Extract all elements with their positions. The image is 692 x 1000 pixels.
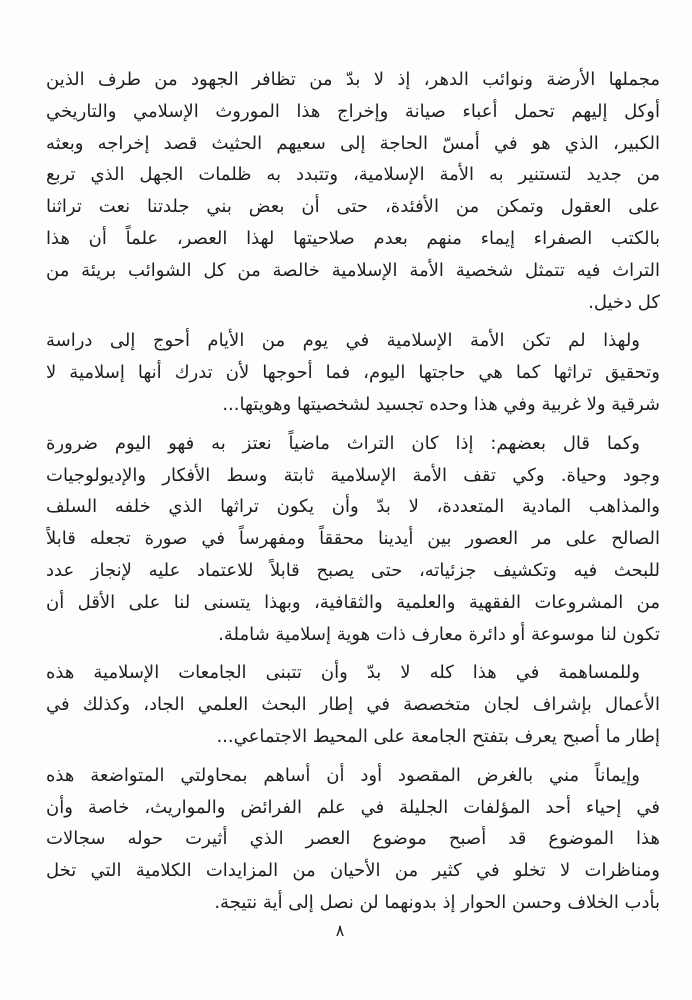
text-line: الأعمال بإشراف لجان متخصصة في إطار البحث العلمي الجاد، وكذلك في <box>46 694 660 716</box>
text-line: مجملها الأرضة ونوائب الدهر، إذ لا بدّ من تظافر الجهود من طرف الذين <box>46 69 660 90</box>
text-line: ومناظرات لا تخلو في كثير من الأحيان من المزايدات الكلامية التي تخل <box>46 860 660 882</box>
text-line: من المشروعات الفقهية والعلمية والثقافية، وبهذا يتسنى لنا على الأقل أن <box>46 591 660 613</box>
text-line: وإيماناً مني بالغرض المقصود أود أن أساهم بمحاولتي المتواضعة هذه <box>46 764 640 786</box>
text-line: هذا الموضوع قد أصبح موضوع العصر الذي أثيرت حوله سجالات <box>46 828 660 850</box>
text-line: وتحقيق تراثها كما هي حاجتها اليوم، فما أحوجها لأن تدرك أنها إسلامية لا <box>46 362 660 384</box>
text-line: وجود وحياة. وكي تقف الأمة الإسلامية ثابتة وسط الأفكار والإديولوجيات <box>46 464 660 486</box>
text-line: بالكتب الصفراء إيماء منهم بعدم صلاحيتها لهذا العصر، علماً أن هذا <box>46 227 660 249</box>
paragraph <box>46 657 660 752</box>
text-line: وللمساهمة في هذا كله لا بدّ وأن تتبنى الجامعات الإسلامية هذه <box>46 662 640 684</box>
text-line: شرقية ولا غربية وفي هذا وحده تجسيد لشخصيتها وهويتها... <box>222 393 660 415</box>
text-line: وكما قال بعضهم: إذا كان التراث ماضياً نعتز به فهو اليوم ضرورة <box>46 432 640 454</box>
paragraph <box>46 428 660 651</box>
text-line: للبحث فيه وتكشيف جزئياته، حتى يصبح قابلاً للاعتماد عليه لإنجاز عدد <box>46 559 660 581</box>
text-line: بأدب الخلاف وحسن الحوار إذ بدونهما لن نصل إلى أية نتيجة. <box>214 891 660 913</box>
text-line: كل دخيل. <box>588 291 660 313</box>
text-block <box>46 64 660 919</box>
text-line: في إحياء أحد المؤلفات الجليلة في علم الفرائض والمواريث، خاصة وأن <box>46 796 660 818</box>
text-line: من جديد لتستنير به الأمة الإسلامية، وتتبدد به ظلمات الجهل الذي تربع <box>46 164 660 186</box>
text-line: ولهذا لم تكن الأمة الإسلامية في يوم من الأيام أحوج إلى دراسة <box>46 330 640 352</box>
paragraph <box>46 325 660 420</box>
text-line: التراث فيه تتمثل شخصية الأمة الإسلامية خالصة من كل الشوائب بريئة من <box>46 259 660 281</box>
page-number: ٨ <box>335 921 345 940</box>
text-line: على العقول وتمكن من الأفئدة، حتى أن بعض بني جلدتنا نعت تراثنا <box>46 196 660 218</box>
text-line: أوكل إليهم تحمل أعباء صيانة وإخراج هذا الموروث الإسلامي والتاريخي <box>46 100 660 122</box>
text-line: الصالح على مر العصور بين أيدينا محققاً ومفهرساً في صورة تجعله قابلاً <box>46 528 660 550</box>
paragraph <box>46 760 660 919</box>
paragraph <box>46 64 660 318</box>
text-line: الكبير، الذي هو في أمسّ الحاجة إلى سعيهم الحثيث قصد إخراجه وبعثه <box>46 132 660 154</box>
text-line: والمذاهب المادية المتعددة، لا بدّ وأن يكون تراثها الذي خلفه السلف <box>46 496 660 518</box>
text-line: إطار ما أصبح يعرف بتفتح الجامعة على المحيط الاجتماعي... <box>216 725 660 747</box>
text-line: تكون لنا موسوعة أو دائرة معارف ذات هوية إسلامية شاملة. <box>218 623 660 645</box>
